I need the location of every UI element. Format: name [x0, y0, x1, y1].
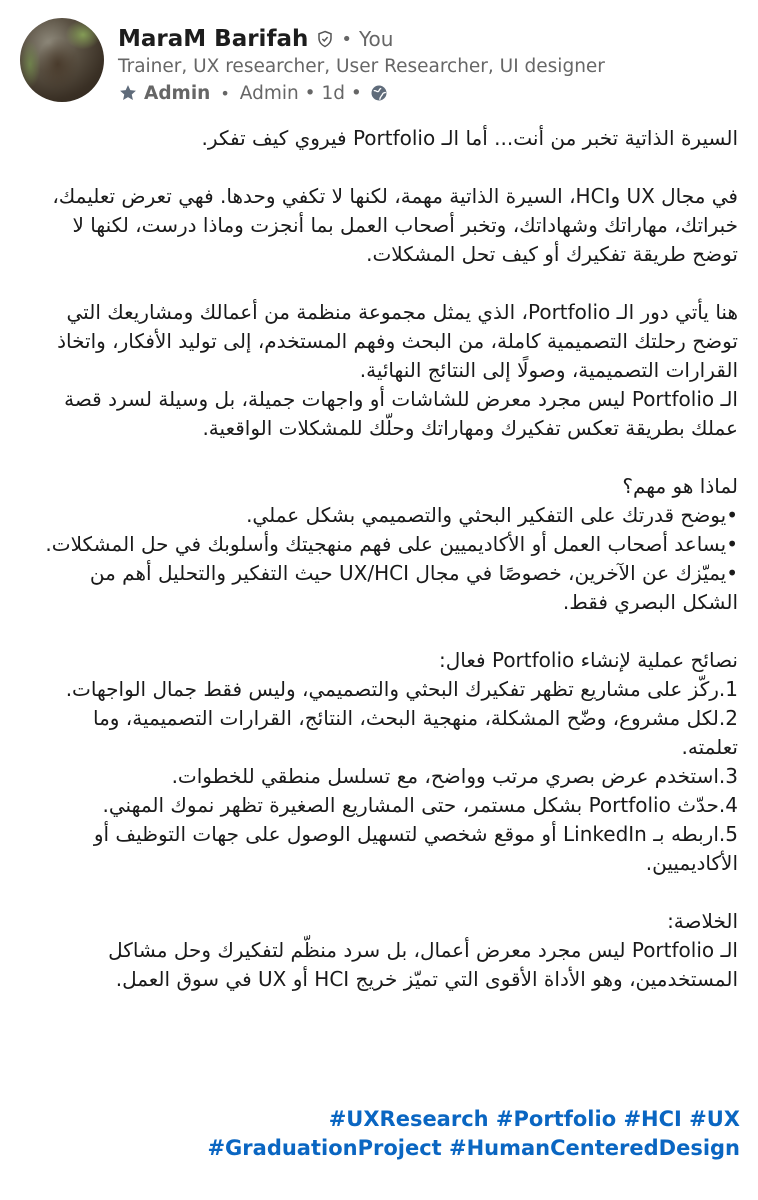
verified-shield-icon: [316, 30, 334, 48]
post-meta: [118, 80, 388, 106]
section-heading-why: لماذا هو مهم؟: [622, 474, 738, 498]
post-paragraph: الـ Portfolio ليس مجرد معرض للشاشات أو واجهات جميلة، بل وسيلة لسرد قصة عملك بطريقة تعكس تفكيرك ومهاراتك وحلّك للمشكلات الواقعية.: [64, 387, 738, 440]
list-item: 4.حدّث Portfolio بشكل مستمر، حتى المشاريع الصغيرة تظهر نموك المهني.: [102, 793, 738, 817]
post-header: [20, 18, 740, 108]
section-heading-tips: نصائح عملية لإنشاء Portfolio فعال:: [439, 648, 738, 672]
avatar[interactable]: [20, 18, 104, 102]
admin-badge: Admin: [144, 82, 211, 104]
author-name-row: [118, 22, 393, 56]
list-item: •يوضح قدرتك على التفكير البحثي والتصميمي بشكل عملي.: [246, 503, 738, 527]
author-headline: Trainer, UX researcher, User Researcher, UI designer: [118, 56, 605, 77]
star-icon: [118, 83, 138, 103]
post-paragraph: في مجال UX وHCI، السيرة الذاتية مهمة، لكنها لا تكفي وحدها. فهي تعرض تعليمك، خبراتك، مهاراتك وشهاداتك، وتخبر أصحاب العمل بما أنجزت وماذا درست، لكنها لا توضح طريقة تفكيرك أو كيف تحل المشكلات.: [52, 184, 738, 266]
hashtag-link[interactable]: #Portfolio: [495, 1107, 617, 1131]
separator-dot: •: [344, 82, 362, 104]
list-item: 2.لكل مشروع، وضّح المشكلة، منهجية البحث، النتائج، القرارات التصميمية، وما تعلمته.: [92, 706, 738, 759]
relation-label: You: [358, 27, 394, 51]
post-intro: السيرة الذاتية تخبر من أنت... أما الـ Portfolio فيروي كيف تفكر.: [201, 126, 738, 150]
hashtag-link[interactable]: #UX: [689, 1107, 740, 1131]
post-time: 1d: [321, 82, 345, 104]
section-heading-summary: الخلاصة:: [667, 909, 738, 933]
hashtag-link[interactable]: #HumanCenteredDesign: [449, 1136, 740, 1160]
post-paragraph: الـ Portfolio ليس مجرد معرض أعمال، بل سرد منظّم لتفكيرك وحل مشاكل المستخدمين، وهو الأداة الأقوى التي تميّز خريج HCI أو UX في سوق العمل.: [108, 938, 738, 991]
author-name[interactable]: MaraM Barifah: [118, 26, 309, 52]
post-paragraph: هنا يأتي دور الـ Portfolio، الذي يمثل مجموعة منظمة من أعمالك ومشاريعك التي توضح رحلتك التصميمية كاملة، من البحث وفهم المستخدم، إلى توليد الأفكار، واتخاذ القرارات التصميمية، وصولًا إلى النتائج النهائية.: [57, 300, 738, 382]
hashtag-link[interactable]: #HCI: [623, 1107, 682, 1131]
list-item: 5.اربطه بـ LinkedIn أو موقع شخصي لتسهيل الوصول على جهات التوظيف أو الأكاديميين.: [93, 822, 738, 875]
hashtag-link[interactable]: #GraduationProject: [207, 1136, 442, 1160]
hashtag-list: [40, 1105, 740, 1163]
role-label: Admin: [239, 82, 299, 104]
list-item: •يميّزك عن الآخرين، خصوصًا في مجال UX/HCI حيث التفكير والتحليل أهم من الشكل البصري فقط.: [89, 561, 738, 614]
separator-dot: •: [220, 83, 230, 103]
separator-dot: •: [341, 28, 352, 50]
list-item: 1.ركّز على مشاريع تظهر تفكيرك البحثي والتصميمي، وليس فقط جمال الواجهات.: [65, 677, 738, 701]
list-item: •يساعد أصحاب العمل أو الأكاديميين على فهم منهجيتك وأسلوبك في حل المشكلات.: [45, 532, 738, 556]
list-item: 3.استخدم عرض بصري مرتب وواضح، مع تسلسل منطقي للخطوات.: [171, 764, 738, 788]
hashtag-link[interactable]: #UXResearch: [328, 1107, 489, 1131]
globe-icon[interactable]: [370, 84, 388, 102]
post-body: [34, 124, 738, 994]
separator-dot: •: [298, 82, 322, 104]
